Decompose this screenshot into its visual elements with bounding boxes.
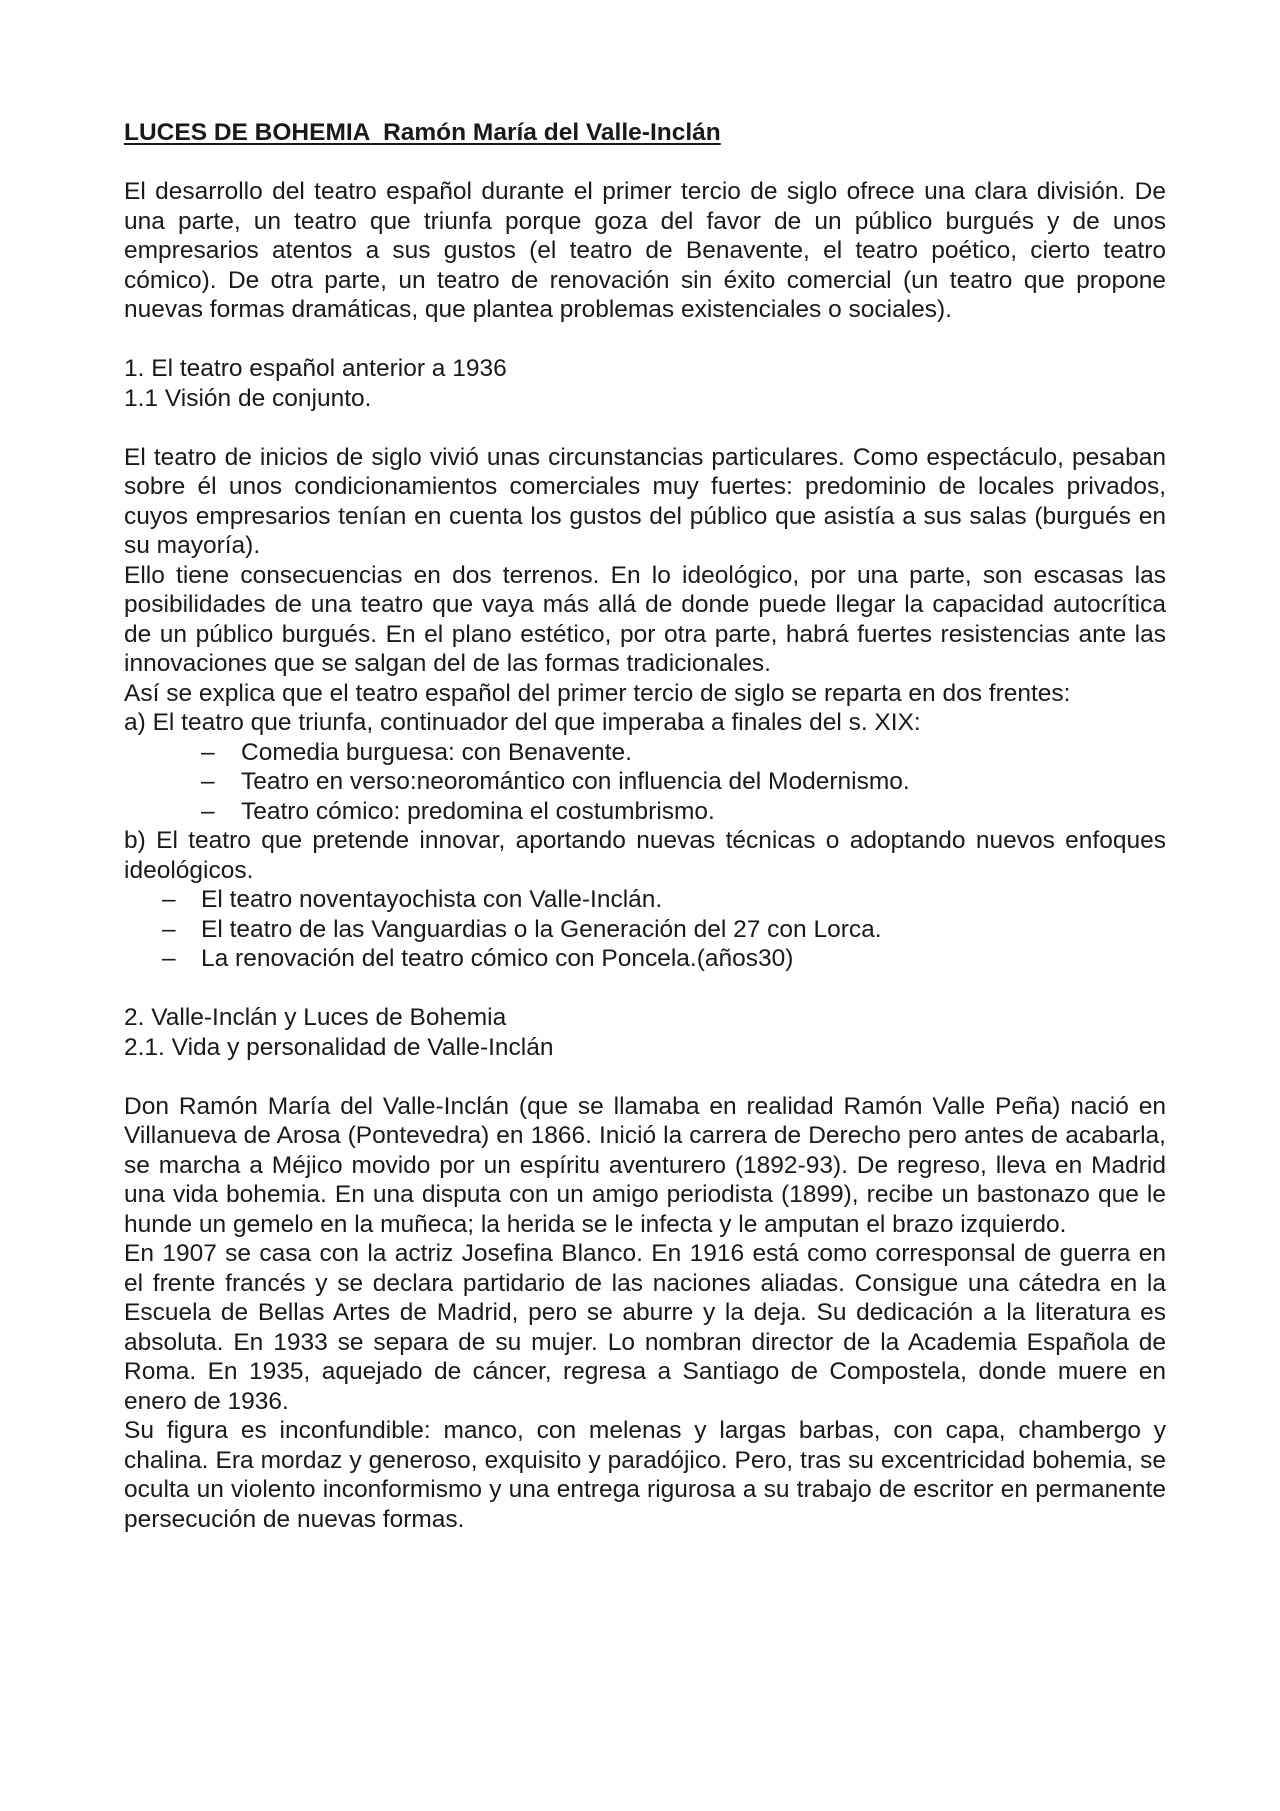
section-2-subheading: 2.1. Vida y personalidad de Valle-Inclán: [124, 1033, 554, 1061]
list-item: – Teatro cómico: predomina el costumbrismo.: [124, 797, 1166, 827]
spacer: [124, 413, 1166, 443]
list-item: – Comedia burguesa: con Benavente.: [124, 738, 1166, 768]
list-item: – La renovación del teatro cómico con Poncela.(años30): [124, 944, 1166, 974]
list-a: [124, 738, 1166, 827]
section-1-paragraph-3: Así se explica que el teatro español del primer tercio de siglo se reparta en dos frentes:: [124, 679, 1071, 707]
list-b-intro: b) El teatro que pretende innovar, aportando nuevas técnicas o adoptando nuevos enfoques ideológicos.: [124, 827, 1166, 884]
list-item: – El teatro noventayochista con Valle-Inclán.: [124, 885, 1166, 915]
section-1-paragraph-1: El teatro de inicios de siglo vivió unas circunstancias particulares. Como espectáculo, pesaban sobre él unos condicionamientos comerciales muy fuertes: predominio de locales privados, cuyos empresarios tenían en cuenta los gustos del público que asistía a sus salas (burgués en su mayoría).: [124, 443, 1166, 559]
list-item: – Teatro en verso:neoromántico con influencia del Modernismo.: [124, 767, 1166, 797]
list-b: [124, 885, 1166, 974]
section-2-paragraph-2: En 1907 se casa con la actriz Josefina Blanco. En 1916 está como corresponsal de guerra en el frente francés y se declara partidario de las naciones aliadas. Consigue una cátedra en la Escuela de Bellas Artes de Madrid, pero se aburre y la deja. Su dedicación a la literatura es absoluta. En 1933 se separa de su mujer. Lo nombran director de la Academia Española de Roma. En 1935, aquejado de cáncer, regresa a Santiago de Compostela, donde muere en enero de 1936.: [124, 1240, 1166, 1415]
section-2-heading: 2. Valle-Inclán y Luces de Bohemia: [124, 1004, 507, 1031]
document-page: [124, 118, 1166, 1534]
section-1-paragraph-2: Ello tiene consecuencias en dos terrenos. En lo ideológico, por una parte, son escasas las posibilidades de una teatro que vaya más allá de donde puede llegar la capacidad autocrítica de un público burgués. En el plano estético, por otra parte, habrá fuertes resistencias ante las innovaciones que se salgan del de las formas tradicionales.: [124, 561, 1166, 677]
spacer: [124, 1062, 1166, 1092]
list-a-intro: a) El teatro que triunfa, continuador del que imperaba a finales del s. XIX:: [124, 709, 921, 736]
list-item: – El teatro de las Vanguardias o la Generación del 27 con Lorca.: [124, 915, 1166, 945]
section-2-paragraph-3: Su figura es inconfundible: manco, con melenas y largas barbas, con capa, chambergo y chalina. Era mordaz y generoso, exquisito y paradójico. Pero, tras su excentricidad bohemia, se oculta un violento inconformismo y una entrega rigurosa a su trabajo de escritor en permanente persecución de nuevas formas.: [124, 1417, 1166, 1533]
section-1-subheading: 1.1 Visión de conjunto.: [124, 384, 372, 412]
spacer: [124, 325, 1166, 355]
section-2-paragraph-1: Don Ramón María del Valle-Inclán (que se llamaba en realidad Ramón Valle Peña) nació en Villanueva de Arosa (Pontevedra) en 1866. Inició la carrera de Derecho pero antes de acabarla, se marcha a Méjico movido por un espíritu aventurero (1892-93). De regreso, lleva en Madrid una vida bohemia. En una disputa con un amigo periodista (1899), recibe un bastonazo que le hunde un gemelo en la muñeca; la herida se le infecta y le amputan el brazo izquierdo.: [124, 1092, 1166, 1238]
document-title: LUCES DE BOHEMIA Ramón María del Valle-Inclán: [124, 119, 721, 146]
spacer: [124, 974, 1166, 1004]
section-1-heading: 1. El teatro español anterior a 1936: [124, 355, 507, 382]
intro-paragraph: El desarrollo del teatro español durante el primer tercio de siglo ofrece una clara división. De una parte, un teatro que triunfa porque goza del favor de un público burgués y de unos empresarios atentos a sus gustos (el teatro de Benavente, el teatro poético, cierto teatro cómico). De otra parte, un teatro de renovación sin éxito comercial (un teatro que propone nuevas formas dramáticas, que plantea problemas existenciales o sociales).: [124, 178, 1166, 323]
